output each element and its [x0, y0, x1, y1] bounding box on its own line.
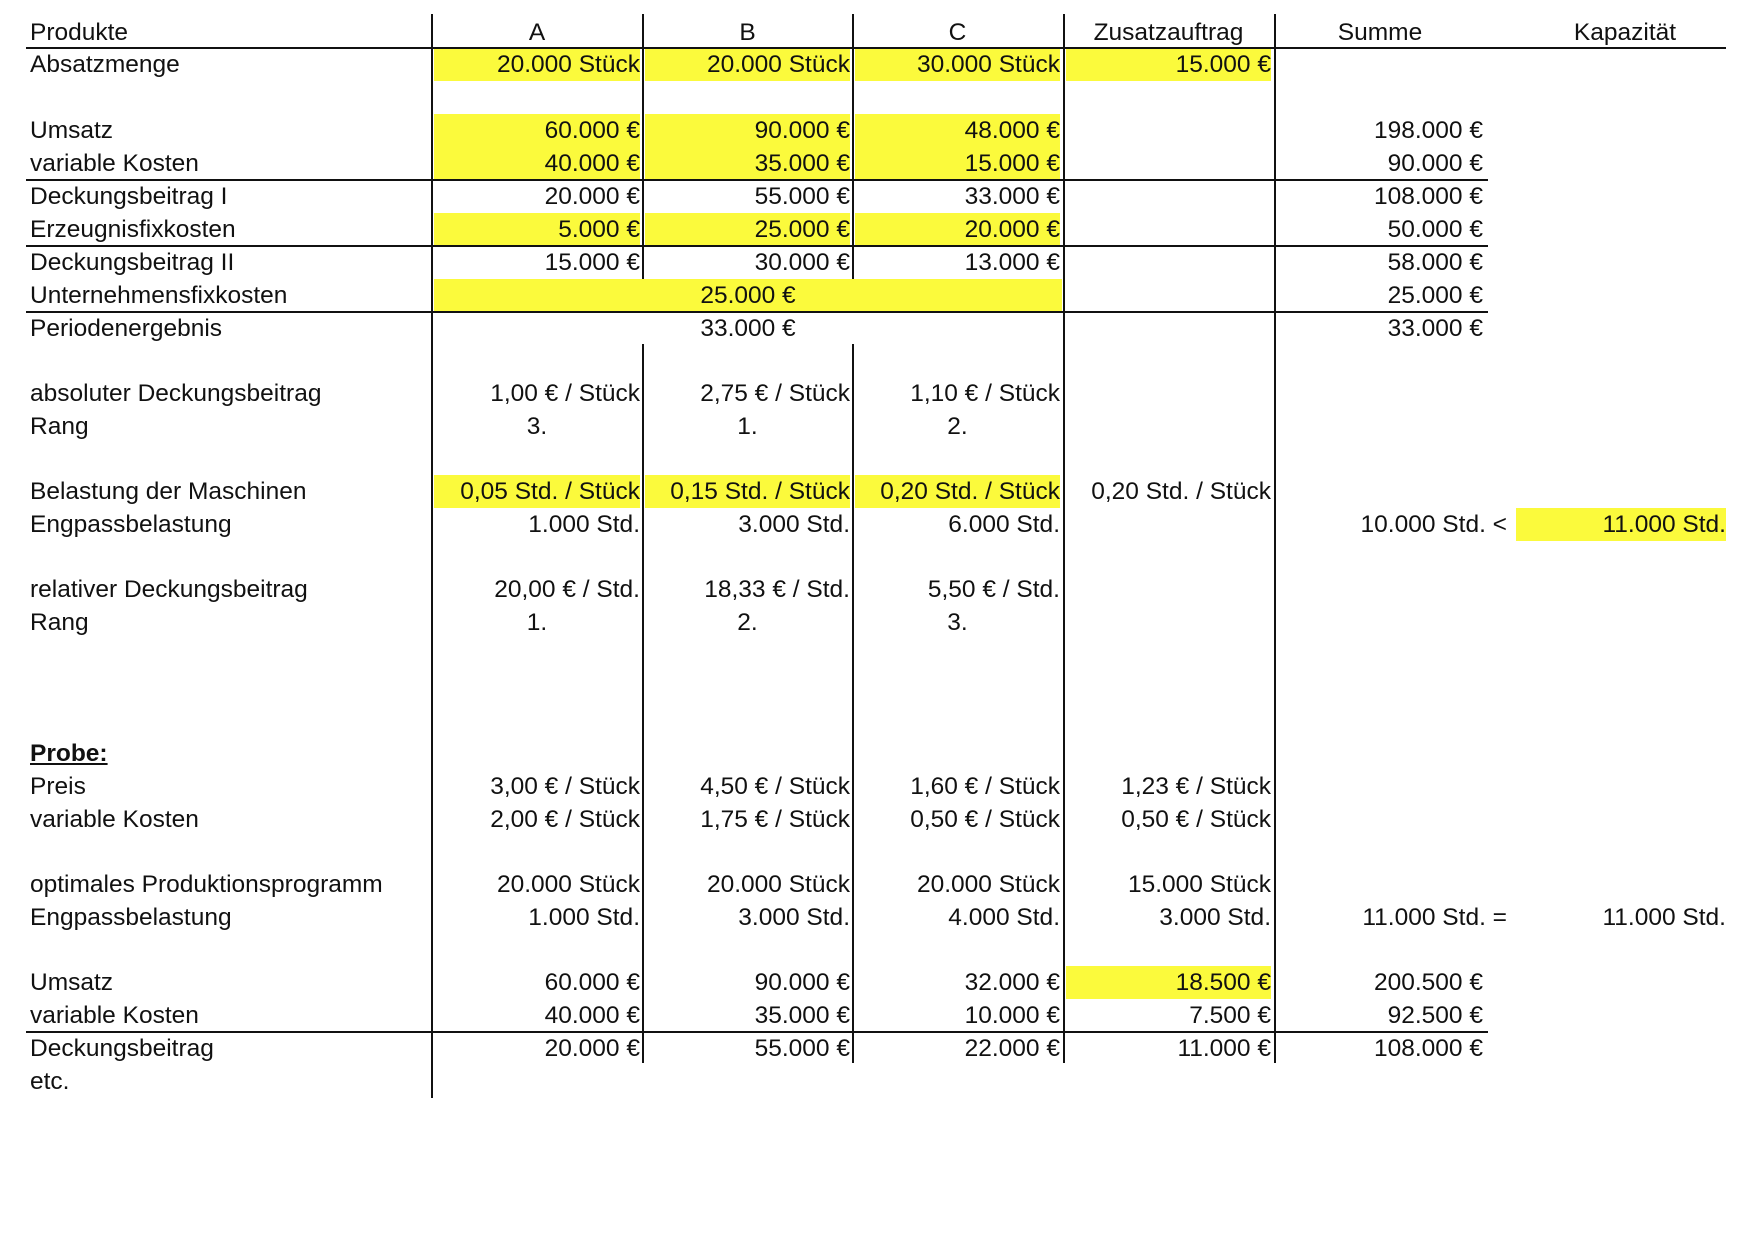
divider-a [431, 14, 433, 1098]
rang1-a: 3. [526, 413, 548, 440]
rule-db3 [26, 1031, 1488, 1033]
preis-a: 3,00 € / Stück [490, 773, 640, 800]
umsatz2-c: 32.000 € [964, 969, 1060, 996]
row-umsatz2-label: Umsatz [30, 969, 114, 996]
engpass2-zusatz: 3.000 Std. [1159, 904, 1271, 931]
engpass2-kapazitaet: 11.000 Std. [1602, 904, 1726, 931]
db2-a: 15.000 € [544, 249, 640, 276]
absatzmenge-b: 20.000 Stück [645, 48, 850, 81]
engpass2-b: 3.000 Std. [738, 904, 850, 931]
row-optprog-label: optimales Produktionsprogramm [30, 871, 383, 898]
row-db3-label: Deckungsbeitrag [30, 1035, 214, 1062]
umsatz-a: 60.000 € [434, 114, 640, 147]
divider-zusatz [1274, 14, 1276, 1063]
row-periode-label: Periodenergebnis [30, 315, 223, 342]
umsatz2-summe: 200.500 € [1374, 969, 1483, 996]
efk-summe: 50.000 € [1387, 216, 1483, 243]
belastung-zusatz: 0,20 Std. / Stück [1091, 478, 1271, 505]
reldb-c: 5,50 € / Std. [927, 576, 1060, 603]
preis-zusatz: 1,23 € / Stück [1121, 773, 1271, 800]
rang1-b: 1. [737, 413, 758, 440]
optprog-b: 20.000 Stück [706, 871, 850, 898]
vk2-c: 0,50 € / Stück [910, 806, 1060, 833]
engpass2-c: 4.000 Std. [948, 904, 1060, 931]
engpass1-c: 6.000 Std. [948, 511, 1060, 538]
vk3-c: 10.000 € [964, 1002, 1060, 1029]
engpass1-kapazitaet: 11.000 Std. [1516, 508, 1726, 541]
header-summe: Summe [1337, 19, 1423, 46]
absdb-a: 1,00 € / Stück [490, 380, 640, 407]
rule-db2 [26, 245, 1488, 247]
varkosten-a: 40.000 € [434, 147, 640, 180]
vk3-b: 35.000 € [754, 1002, 850, 1029]
absatzmenge-a: 20.000 Stück [434, 48, 640, 81]
rang2-a: 1. [526, 609, 548, 636]
row-preis-label: Preis [30, 773, 86, 800]
row-rang1-label: Rang [30, 413, 89, 440]
rang2-b: 2. [737, 609, 758, 636]
optprog-c: 20.000 Stück [916, 871, 1060, 898]
row-belastung-label: Belastung der Maschinen [30, 478, 307, 505]
row-efk-label: Erzeugnisfixkosten [30, 216, 236, 243]
header-rule [26, 47, 1726, 49]
rang1-c: 2. [947, 413, 968, 440]
db1-a: 20.000 € [544, 183, 640, 210]
header-c: C [948, 19, 967, 46]
preis-b: 4,50 € / Stück [700, 773, 850, 800]
divider-ab-top [642, 14, 644, 279]
row-engpass1-label: Engpassbelastung [30, 511, 232, 538]
row-db1-label: Deckungsbeitrag I [30, 183, 228, 210]
rule-periode [26, 311, 1488, 313]
row-varkosten-label: variable Kosten [30, 150, 199, 177]
umsatz2-a: 60.000 € [544, 969, 640, 996]
ufk-abc: 25.000 € [434, 279, 1062, 312]
optprog-zusatz: 15.000 Stück [1127, 871, 1271, 898]
row-absatzmenge-label: Absatzmenge [30, 51, 180, 78]
divider-bc-top [852, 14, 854, 279]
vk3-zusatz: 7.500 € [1189, 1002, 1271, 1029]
row-etc-label: etc. [30, 1068, 70, 1095]
db2-summe: 58.000 € [1387, 249, 1483, 276]
efk-b: 25.000 € [645, 213, 850, 246]
divider-c [1063, 14, 1065, 1063]
varkosten-summe: 90.000 € [1387, 150, 1483, 177]
rule-db1 [26, 179, 1488, 181]
vk3-summe: 92.500 € [1387, 1002, 1483, 1029]
engpass1-summe: 10.000 Std. < [1360, 511, 1507, 538]
db3-b: 55.000 € [754, 1035, 850, 1062]
rang2-c: 3. [947, 609, 968, 636]
umsatz2-b: 90.000 € [754, 969, 850, 996]
absdb-c: 1,10 € / Stück [910, 380, 1060, 407]
absdb-b: 2,75 € / Stück [700, 380, 850, 407]
header-zusatzauftrag: Zusatzauftrag [1093, 19, 1244, 46]
row-engpass2-label: Engpassbelastung [30, 904, 232, 931]
ufk-summe: 25.000 € [1387, 282, 1483, 309]
probe-heading: Probe: [30, 740, 108, 767]
varkosten-b: 35.000 € [645, 147, 850, 180]
db3-c: 22.000 € [964, 1035, 1060, 1062]
db3-zusatz: 11.000 € [1177, 1035, 1271, 1062]
vk2-zusatz: 0,50 € / Stück [1121, 806, 1271, 833]
row-vk3-label: variable Kosten [30, 1002, 199, 1029]
row-vk2-label: variable Kosten [30, 806, 199, 833]
db1-summe: 108.000 € [1374, 183, 1483, 210]
row-db2-label: Deckungsbeitrag II [30, 249, 235, 276]
periode-summe: 33.000 € [1387, 315, 1483, 342]
row-ufk-label: Unternehmensfixkosten [30, 282, 288, 309]
engpass2-a: 1.000 Std. [528, 904, 640, 931]
periode-abc: 33.000 € [700, 315, 796, 342]
vk3-a: 40.000 € [544, 1002, 640, 1029]
db3-a: 20.000 € [544, 1035, 640, 1062]
header-kapazitaet: Kapazität [1573, 19, 1677, 46]
efk-a: 5.000 € [434, 213, 640, 246]
header-a: A [528, 19, 546, 46]
absatzmenge-zusatz: 15.000 € [1066, 48, 1271, 81]
umsatz-c: 48.000 € [855, 114, 1060, 147]
reldb-a: 20,00 € / Std. [494, 576, 640, 603]
row-absdb-label: absoluter Deckungsbeitrag [30, 380, 322, 407]
engpass2-summe: 11.000 Std. = [1362, 904, 1507, 931]
row-rang2-label: Rang [30, 609, 89, 636]
header-b: B [739, 19, 756, 46]
engpass1-b: 3.000 Std. [738, 511, 850, 538]
engpass1-a: 1.000 Std. [528, 511, 640, 538]
db1-c: 33.000 € [964, 183, 1060, 210]
optprog-a: 20.000 Stück [496, 871, 640, 898]
belastung-a: 0,05 Std. / Stück [434, 475, 640, 508]
db2-b: 30.000 € [754, 249, 850, 276]
absatzmenge-c: 30.000 Stück [855, 48, 1060, 81]
preis-c: 1,60 € / Stück [910, 773, 1060, 800]
umsatz2-zusatz: 18.500 € [1066, 966, 1271, 999]
db2-c: 13.000 € [964, 249, 1060, 276]
umsatz-b: 90.000 € [645, 114, 850, 147]
varkosten-c: 15.000 € [855, 147, 1060, 180]
vk2-a: 2,00 € / Stück [490, 806, 640, 833]
db3-summe: 108.000 € [1374, 1035, 1483, 1062]
row-reldb-label: relativer Deckungsbeitrag [30, 576, 308, 603]
reldb-b: 18,33 € / Std. [704, 576, 850, 603]
belastung-b: 0,15 Std. / Stück [645, 475, 850, 508]
divider-ab-bottom [642, 344, 644, 1063]
row-umsatz-label: Umsatz [30, 117, 114, 144]
efk-c: 20.000 € [855, 213, 1060, 246]
vk2-b: 1,75 € / Stück [700, 806, 850, 833]
db1-b: 55.000 € [754, 183, 850, 210]
divider-bc-bottom [852, 344, 854, 1063]
belastung-c: 0,20 Std. / Stück [855, 475, 1060, 508]
header-produkte: Produkte [30, 19, 129, 46]
umsatz-summe: 198.000 € [1374, 117, 1483, 144]
